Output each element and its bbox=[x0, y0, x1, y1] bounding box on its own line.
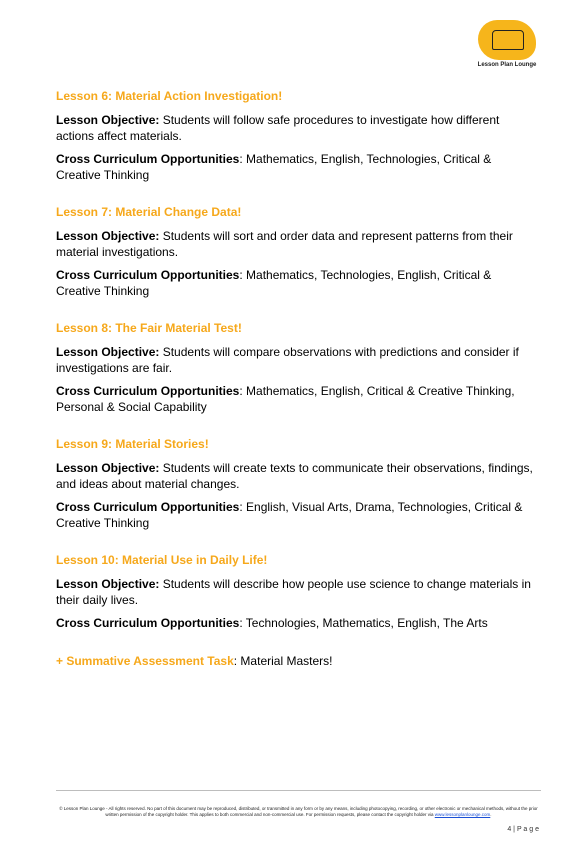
lesson-objective bbox=[56, 229, 536, 260]
cross-curriculum bbox=[56, 384, 536, 415]
cross-label: Cross Curriculum Opportunities bbox=[56, 384, 240, 398]
objective-label: Lesson Objective: bbox=[56, 345, 160, 359]
footer-divider bbox=[56, 790, 541, 791]
objective-text: Students will compare observations with predictions and consider if investigations are fair. bbox=[56, 345, 519, 375]
objective-label: Lesson Objective: bbox=[56, 113, 160, 127]
lesson-title: Lesson 7: Material Change Data! bbox=[56, 205, 242, 219]
lesson-objective bbox=[56, 345, 536, 376]
copyright-notice bbox=[56, 806, 541, 818]
objective-text: Students will create texts to communicate their observations, findings, and ideas about material changes. bbox=[56, 461, 533, 491]
copyright-text: © Lesson Plan Lounge - All rights reserved. No part of this document may be reproduced, distributed, or transmitted in any form or by any means, including photocopying, recording, or other electronic or mechanical methods, without the prior written permission of the copyright holder. This applies to both commercial and non-commercial use. For permission requests, please contact the copyright holder via bbox=[59, 806, 538, 817]
summative-task bbox=[56, 654, 536, 669]
page-number bbox=[507, 826, 539, 833]
cross-label: Cross Curriculum Opportunities bbox=[56, 616, 240, 630]
cross-curriculum bbox=[56, 616, 536, 632]
lesson-plan-lounge-logo bbox=[474, 20, 540, 72]
lesson-title: Lesson 8: The Fair Material Test! bbox=[56, 321, 242, 335]
page-number-value: 4 bbox=[507, 826, 512, 833]
cross-curriculum bbox=[56, 500, 536, 531]
lessons-content bbox=[56, 89, 536, 669]
objective-label: Lesson Objective: bbox=[56, 229, 160, 243]
lesson-objective bbox=[56, 577, 536, 608]
cross-text: : Technologies, Mathematics, English, The Arts bbox=[239, 616, 488, 630]
lesson-block bbox=[56, 321, 536, 415]
cross-text: : Mathematics, Technologies, English, Critical & Creative Thinking bbox=[56, 268, 492, 298]
cross-label: Cross Curriculum Opportunities bbox=[56, 152, 240, 166]
cross-text: : English, Visual Arts, Drama, Technologies, Critical & Creative Thinking bbox=[56, 500, 523, 530]
lesson-block bbox=[56, 89, 536, 183]
summative-label: + Summative Assessment Task bbox=[56, 653, 234, 668]
cross-text: : Mathematics, English, Critical & Creative Thinking, Personal & Social Capability bbox=[56, 384, 515, 414]
lesson-block bbox=[56, 437, 536, 531]
lesson-block bbox=[56, 205, 536, 299]
logo-text: Lesson Plan Lounge bbox=[477, 62, 537, 68]
objective-text: Students will describe how people use science to change materials in their daily lives. bbox=[56, 577, 531, 607]
objective-label: Lesson Objective: bbox=[56, 577, 160, 591]
cross-label: Cross Curriculum Opportunities bbox=[56, 500, 240, 514]
lesson-title: Lesson 6: Material Action Investigation! bbox=[56, 89, 283, 103]
link-suffix: . bbox=[490, 812, 492, 817]
lesson-objective bbox=[56, 461, 536, 492]
objective-label: Lesson Objective: bbox=[56, 461, 160, 475]
summative-text: : Material Masters! bbox=[233, 653, 333, 668]
cross-label: Cross Curriculum Opportunities bbox=[56, 268, 240, 282]
objective-text: Students will follow safe procedures to investigate how different actions affect materials. bbox=[56, 113, 500, 143]
cross-curriculum bbox=[56, 152, 536, 183]
lesson-block bbox=[56, 553, 536, 632]
sofa-icon bbox=[478, 20, 536, 60]
page-label: | P a g e bbox=[511, 826, 539, 833]
lesson-objective bbox=[56, 113, 536, 144]
objective-text: Students will sort and order data and represent patterns from their material investigations. bbox=[56, 229, 513, 259]
cross-text: : Mathematics, English, Technologies, Critical & Creative Thinking bbox=[56, 152, 492, 182]
lesson-title: Lesson 9: Material Stories! bbox=[56, 437, 209, 451]
cross-curriculum bbox=[56, 268, 536, 299]
lesson-title: Lesson 10: Material Use in Daily Life! bbox=[56, 553, 268, 567]
website-link[interactable]: www.lessonplanlounge.com bbox=[434, 812, 491, 817]
